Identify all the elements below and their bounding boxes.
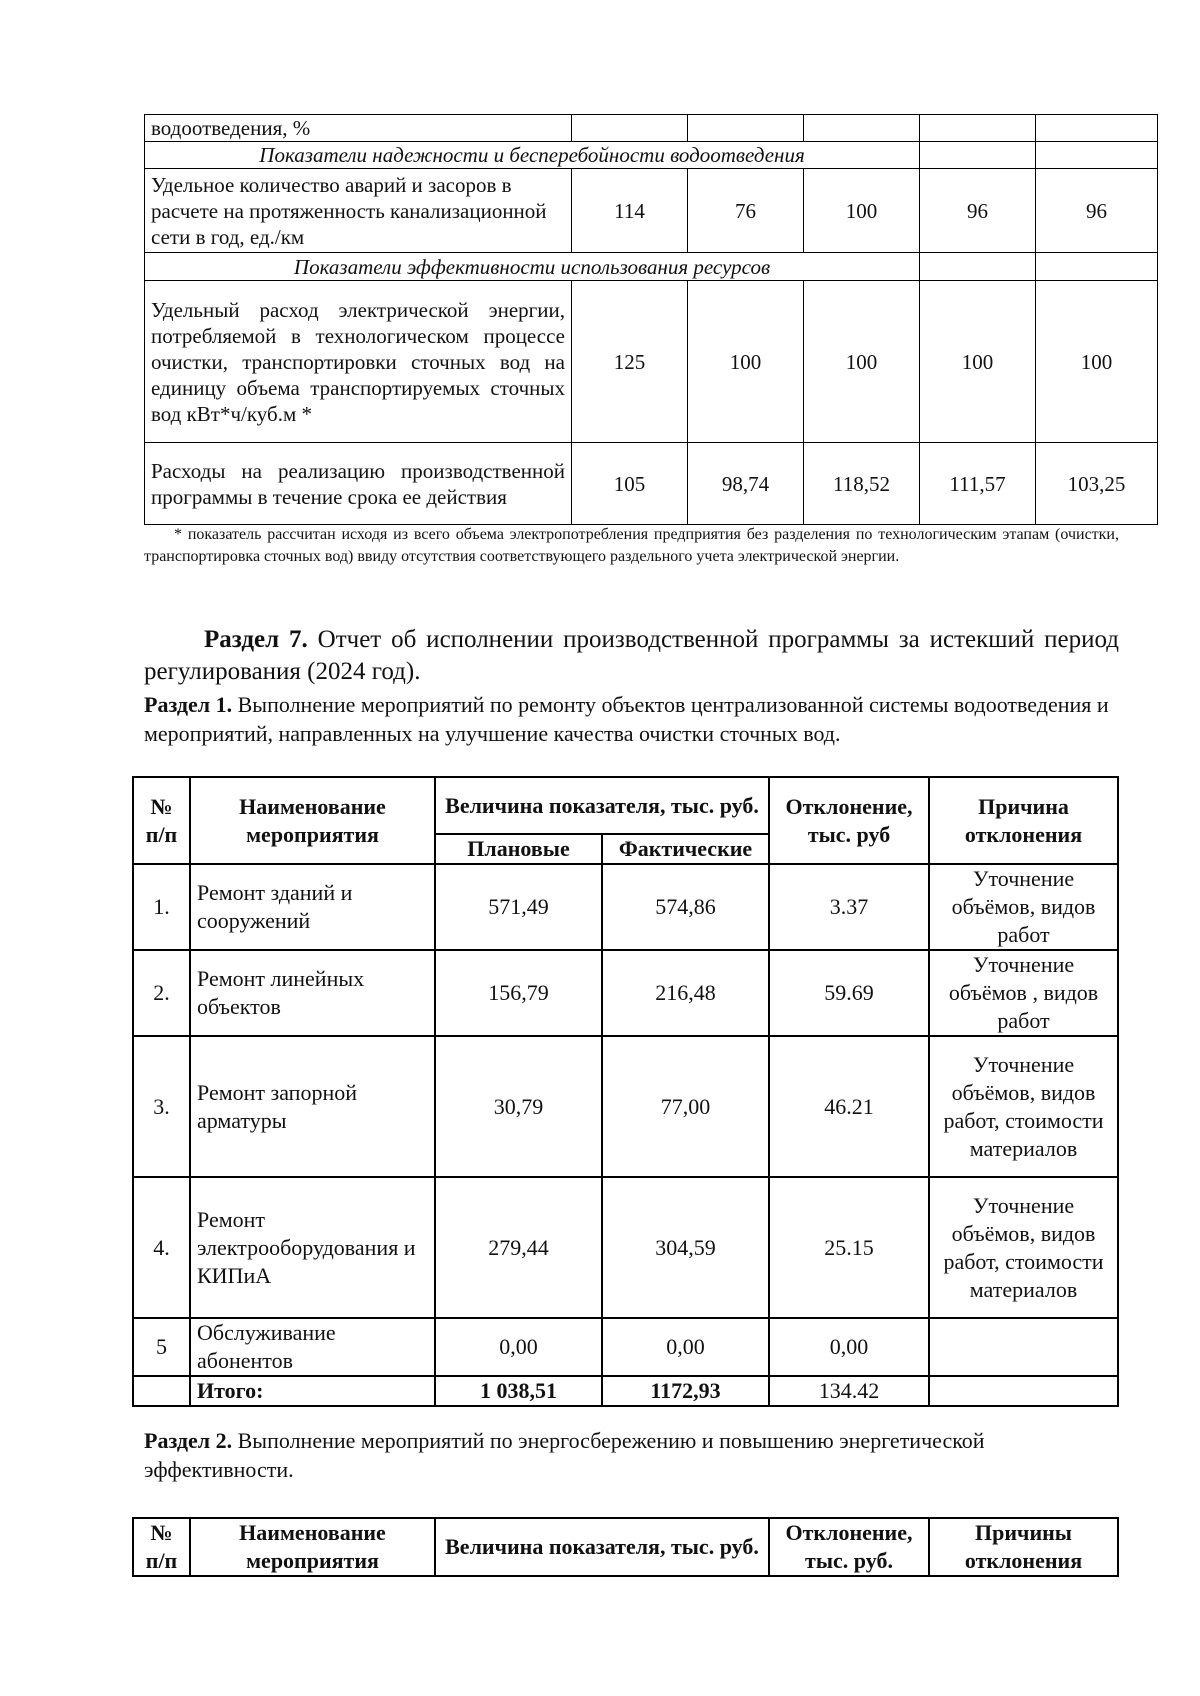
repair-activities-table: [132, 776, 1119, 1407]
header-num: № п/п: [133, 1518, 190, 1576]
cell-value: 100: [804, 169, 920, 253]
header-value: Величина показателя, тыс. руб.: [435, 777, 769, 834]
row-actual: 77,00: [602, 1036, 769, 1177]
row-num: 5: [133, 1318, 190, 1376]
cell-value: 111,57: [920, 443, 1036, 525]
table-row: [133, 1036, 1118, 1177]
total-actual: 1172,93: [602, 1376, 769, 1406]
razdel-1-heading: [144, 690, 1119, 748]
header-planned: Плановые: [435, 834, 602, 864]
row-num: 3.: [133, 1036, 190, 1177]
row-label: Расходы на реализацию производственной программы в течение срока ее действия: [145, 443, 572, 525]
cell-value: 100: [804, 281, 920, 443]
razdel-1-number: Раздел 1.: [144, 692, 233, 717]
row-planned: 279,44: [435, 1177, 602, 1318]
cell-value: 118,52: [804, 443, 920, 525]
section-row: [145, 253, 1158, 281]
header-deviation: Отклонение, тыс. руб.: [769, 1518, 929, 1576]
table-row: [133, 1318, 1118, 1376]
row-reason: [929, 1318, 1118, 1376]
table-row: [145, 169, 1158, 253]
row-actual: 216,48: [602, 950, 769, 1036]
row-actual: 574,86: [602, 864, 769, 950]
row-label: Удельное количество аварий и засоров в расчете на протяженность канализационной сети в год, ед./км: [145, 169, 572, 253]
table-row: [145, 443, 1158, 525]
footnote: * показатель рассчитан исходя из всего объема электропотребления предприятия без разделения по технологическим этапам (очистки, транспортировка сточных вод) ввиду отсутствия соответствующего раздельного учета электрической энергии.: [144, 526, 1119, 565]
section-row: [145, 142, 1158, 169]
table-row: [133, 950, 1118, 1036]
row-name: Ремонт запорной арматуры: [190, 1036, 435, 1177]
row-deviation: 59.69: [769, 950, 929, 1036]
cell-value: 100: [920, 281, 1036, 443]
row-deviation: 0,00: [769, 1318, 929, 1376]
cell-value: 76: [688, 169, 804, 253]
razdel-2-heading: [144, 1426, 1119, 1484]
section-title-reliability: Показатели надежности и бесперебойности водоотведения: [145, 142, 920, 169]
row-deviation: 46.21: [769, 1036, 929, 1177]
row-planned: 0,00: [435, 1318, 602, 1376]
row-planned: 571,49: [435, 864, 602, 950]
total-label: Итого:: [190, 1376, 435, 1406]
header-num: № п/п: [133, 777, 190, 864]
razdel-2-text: Выполнение мероприятий по энергосбережению и повышению энергетической эффективности.: [144, 1428, 985, 1482]
header-row: [133, 1518, 1118, 1576]
header-row: [133, 777, 1118, 834]
row-reason: Уточнение объёмов, видов работ: [929, 864, 1118, 950]
row-planned: 30,79: [435, 1036, 602, 1177]
section-7-heading: [144, 624, 1119, 688]
header-value: Величина показателя, тыс. руб.: [435, 1518, 769, 1576]
table-row: [133, 864, 1118, 950]
row-planned: 156,79: [435, 950, 602, 1036]
cell-value: 114: [572, 169, 688, 253]
total-row: [133, 1376, 1118, 1406]
cell-value: 100: [688, 281, 804, 443]
razdel-1-text: Выполнение мероприятий по ремонту объектов централизованной системы водоотведения и мероприятий, направленных на улучшение качества очистки сточных вод.: [144, 692, 1109, 746]
row-num: 4.: [133, 1177, 190, 1318]
header-name: Наименование мероприятия: [190, 1518, 435, 1576]
row-label: водоотведения, %: [145, 115, 572, 142]
cell-value: 105: [572, 443, 688, 525]
row-reason: Уточнение объёмов, видов работ, стоимости материалов: [929, 1036, 1118, 1177]
indicators-table: [144, 114, 1158, 525]
header-reason: Причина отклонения: [929, 777, 1118, 864]
row-name: Ремонт электрооборудования и КИПиА: [190, 1177, 435, 1318]
energy-saving-table: [132, 1517, 1119, 1577]
row-deviation: 25.15: [769, 1177, 929, 1318]
row-deviation: 3.37: [769, 864, 929, 950]
row-actual: 304,59: [602, 1177, 769, 1318]
row-label: Удельный расход электрической энергии, потребляемой в технологическом процессе очистки, транспортировки сточных вод на единицу объема транспортируемых сточных вод кВт*ч/куб.м *: [145, 281, 572, 443]
section-title-efficiency: Показатели эффективности использования ресурсов: [145, 253, 920, 281]
header-deviation: Отклонение, тыс. руб: [769, 777, 929, 864]
header-reason: Причины отклонения: [929, 1518, 1118, 1576]
table-row: [145, 115, 1158, 142]
total-planned: 1 038,51: [435, 1376, 602, 1406]
table-row: [133, 1177, 1118, 1318]
section-7-text: Отчет об исполнении производственной программы за истекший период регулирования (2024 год).: [144, 626, 1119, 685]
section-7-number: Раздел 7.: [204, 626, 308, 653]
row-num: 2.: [133, 950, 190, 1036]
row-actual: 0,00: [602, 1318, 769, 1376]
cell-value: 96: [920, 169, 1036, 253]
header-name: Наименование мероприятия: [190, 777, 435, 864]
cell-value: 100: [1036, 281, 1158, 443]
table-row: [145, 281, 1158, 443]
cell-value: 98,74: [688, 443, 804, 525]
cell-value: 125: [572, 281, 688, 443]
cell-value: 96: [1036, 169, 1158, 253]
cell-value: 103,25: [1036, 443, 1158, 525]
row-name: Ремонт линейных объектов: [190, 950, 435, 1036]
row-name: Обслуживание абонентов: [190, 1318, 435, 1376]
row-reason: Уточнение объёмов, видов работ, стоимости материалов: [929, 1177, 1118, 1318]
row-reason: Уточнение объёмов , видов работ: [929, 950, 1118, 1036]
row-num: 1.: [133, 864, 190, 950]
header-actual: Фактические: [602, 834, 769, 864]
razdel-2-number: Раздел 2.: [144, 1428, 233, 1453]
row-name: Ремонт зданий и сооружений: [190, 864, 435, 950]
total-deviation: 134.42: [769, 1376, 929, 1406]
